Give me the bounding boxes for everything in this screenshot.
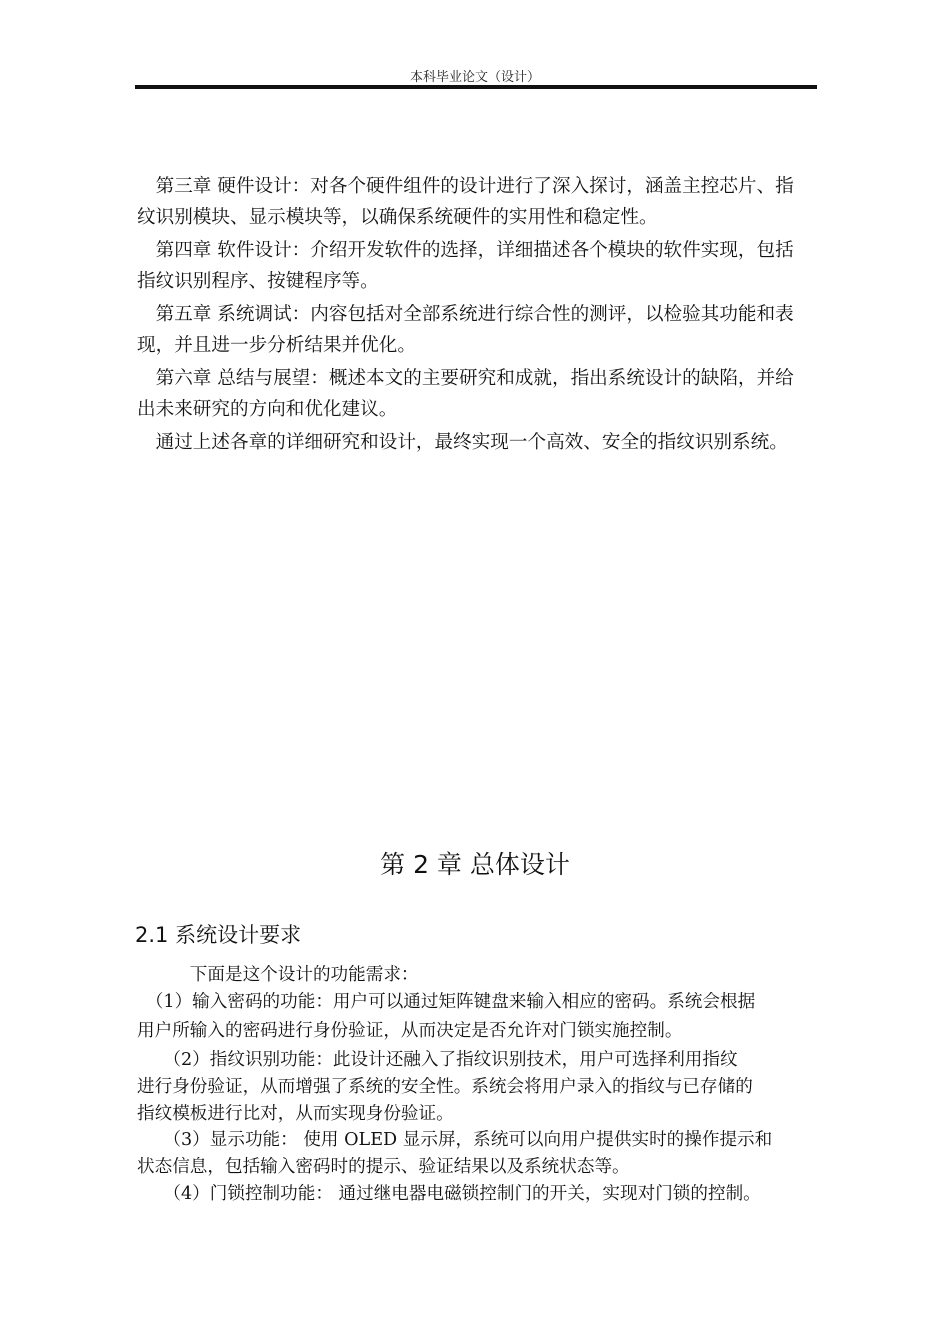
header-rule	[135, 85, 817, 89]
paragraph-line: 第六章 总结与展望：概述本文的主要研究和成就，指出系统设计的缺陷，并给	[137, 368, 794, 389]
paragraph-line: 现，并且进一步分析结果并优化。	[137, 335, 416, 356]
paragraph-line: 进行身份验证，从而增强了系统的安全性。系统会将用户录入的指纹与已存储的	[137, 1077, 753, 1097]
section-title: 2.1 系统设计要求	[135, 923, 302, 947]
paragraph-line: 第三章 硬件设计：对各个硬件组件的设计进行了深入探讨，涵盖主控芯片、指	[137, 176, 794, 197]
paragraph-line: 第四章 软件设计：介绍开发软件的选择，详细描述各个模块的软件实现，包括	[137, 240, 794, 261]
paragraph-line: 纹识别模块、显示模块等，以确保系统硬件的实用性和稳定性。	[137, 207, 658, 228]
page-header: 本科毕业论文（设计）	[409, 70, 540, 85]
paragraph-line: （3）显示功能： 使用 OLED 显示屏，系统可以向用户提供实时的操作提示和	[137, 1130, 773, 1150]
paragraph-line: （2）指纹识别功能：此设计还融入了指纹识别技术，用户可选择利用指纹	[137, 1050, 738, 1070]
paragraph-line: 出未来研究的方向和优化建议。	[137, 399, 398, 420]
paragraph-line: （4）门锁控制功能： 通过继电器电磁锁控制门的开关，实现对门锁的控制。	[137, 1184, 761, 1204]
paragraph-line: 第五章 系统调试：内容包括对全部系统进行综合性的测评，以检验其功能和表	[137, 304, 794, 325]
paragraph-line: 指纹识别程序、按键程序等。	[137, 271, 379, 292]
paragraph-line: 通过上述各章的详细研究和设计，最终实现一个高效、安全的指纹识别系统。	[137, 432, 788, 453]
chapter-title: 第 2 章 总体设计	[380, 850, 570, 879]
paragraph-line: （1）输入密码的功能：用户可以通过矩阵键盘来输入相应的密码。系统会根据	[137, 992, 756, 1012]
paragraph-line: 指纹模板进行比对，从而实现身份验证。	[137, 1104, 454, 1124]
paragraph-line: 状态信息，包括输入密码时的提示、验证结果以及系统状态等。	[137, 1157, 630, 1177]
paragraph-line: 用户所输入的密码进行身份验证，从而决定是否允许对门锁实施控制。	[137, 1021, 683, 1041]
paragraph-line: 下面是这个设计的功能需求：	[137, 965, 419, 985]
